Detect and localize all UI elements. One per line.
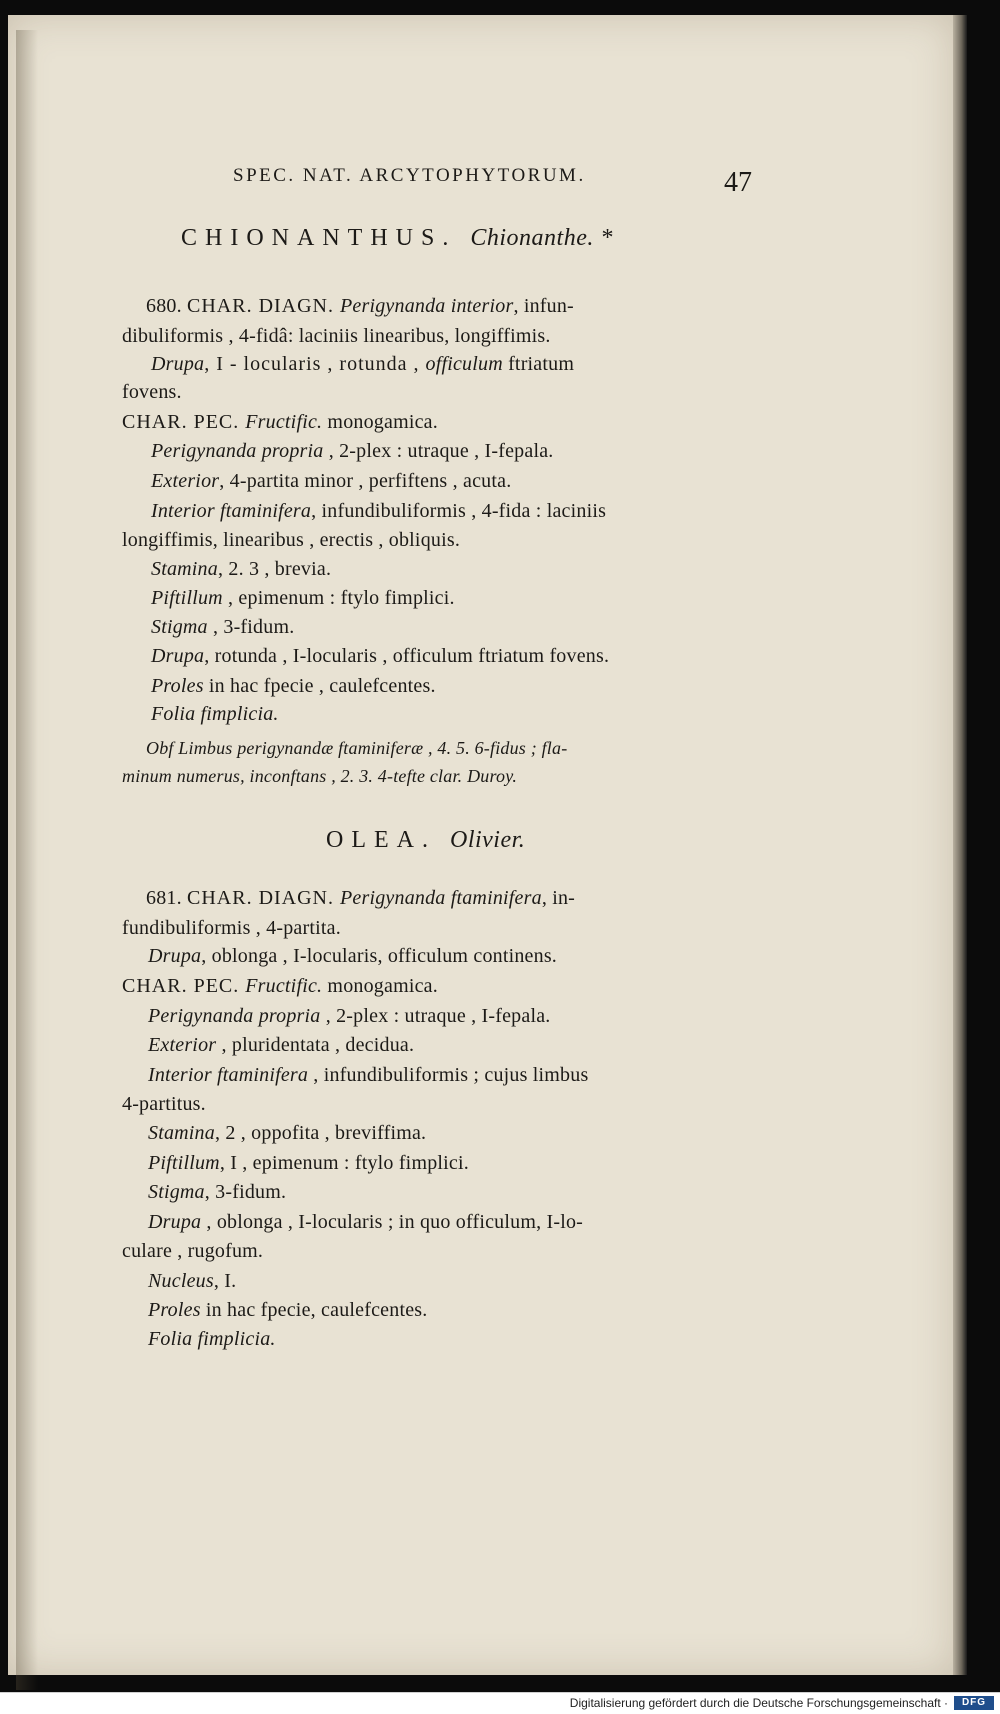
text-line (122, 917, 341, 940)
italic-term: Perigynanda interior (340, 295, 514, 317)
italic-term: Interior ftaminifera (148, 1064, 309, 1086)
text-segment: , 2 , oppofita , breviffima. (214, 1122, 427, 1144)
text-segment: CHAR. DIAGN. (187, 887, 340, 909)
italic-term: Piftillum (148, 1152, 220, 1174)
italic-term: Drupa (148, 945, 202, 967)
italic-term: Perigynanda propria (151, 440, 324, 462)
text-segment: 680. (146, 295, 187, 317)
italic-term: Proles (151, 675, 204, 697)
italic-term: Folia fimplicia. (148, 1328, 276, 1350)
text-line (148, 1181, 286, 1204)
italic-term: Piftillum (151, 587, 223, 609)
text-line (122, 325, 551, 348)
text-line (122, 381, 182, 404)
page-number: 47 (724, 167, 752, 198)
text-line (148, 1152, 469, 1175)
text-segment: CHAR. DIAGN. (187, 295, 340, 317)
text-line (151, 440, 554, 463)
italic-term: Fructific. (245, 975, 323, 997)
observation-line: minum numerus, inconftans , 2. 3. 4-tefte clar. Duroy. (122, 766, 518, 786)
text-line (148, 1034, 414, 1057)
italic-term: Stamina (148, 1122, 215, 1144)
footer-bar (0, 1692, 1000, 1714)
genus-name: CHIONANTHUS. (181, 225, 457, 251)
genus-heading-chionanthus (181, 225, 613, 252)
text-segment: , I. (213, 1270, 237, 1292)
text-segment: CHAR. PEC. (122, 411, 246, 433)
dfg-logo: DFG (954, 1696, 994, 1710)
text-line (151, 470, 511, 493)
italic-term: Stigma (148, 1181, 205, 1203)
text-line (151, 645, 609, 668)
text-segment: , infundibuliformis , 4-fida : laciniis (311, 500, 607, 522)
italic-term: Exterior (148, 1034, 217, 1056)
text-segment: ftriatum (502, 353, 575, 375)
text-line (148, 945, 557, 968)
text-segment: , infundibuliformis ; cujus limbus (308, 1064, 589, 1086)
genus-vernacular: Olivier. (449, 827, 526, 853)
text-segment: , I - locularis , rotunda , (204, 353, 426, 375)
italic-term: Drupa (151, 645, 205, 667)
text-line (148, 1328, 276, 1351)
observation-line: Obf Limbus perigynandæ ftaminiferæ , 4. 5. 6-fidus ; fla- (146, 738, 568, 758)
text-line (151, 558, 331, 581)
text-line (146, 887, 575, 910)
text-line (151, 703, 279, 726)
text-segment: , 2-plex : utraque , I-fepala. (320, 1005, 551, 1027)
text-line (148, 1211, 583, 1234)
text-segment: culare , rugofum. (122, 1240, 264, 1262)
italic-term: Perigynanda ftaminifera (340, 887, 542, 909)
running-head: SPEC. NAT. ARCYTOPHYTORUM. (233, 165, 586, 186)
gutter-shadow (16, 30, 38, 1690)
text-segment: 681. (146, 887, 187, 909)
text-segment: , infun- (513, 295, 574, 317)
text-line (148, 1122, 426, 1145)
italic-term: Folia fimplicia. (151, 703, 279, 725)
text-line (122, 529, 460, 552)
text-line (122, 975, 438, 998)
genus-name: OLEA. (326, 827, 436, 853)
italic-term: Stamina (151, 558, 218, 580)
text-segment: , oblonga , I-locularis ; in quo officulum, I-lo- (201, 1211, 584, 1233)
text-line (146, 295, 574, 318)
italic-term: Exterior (151, 470, 220, 492)
italic-term: Drupa (148, 1211, 202, 1233)
italic-term: Nucleus (148, 1270, 214, 1292)
text-segment: , 3-fidum. (204, 1181, 287, 1203)
italic-term: Perigynanda propria (148, 1005, 321, 1027)
text-line (122, 411, 438, 434)
text-segment: , oblonga , I-locularis, officulum continens. (201, 945, 558, 967)
text-segment: , in- (541, 887, 576, 909)
text-segment: , epimenum : ftylo fimplici. (222, 587, 455, 609)
text-line (151, 587, 455, 610)
text-segment: in hac fpecie, caulefcentes. (200, 1299, 428, 1321)
text-segment: , rotunda , I-locularis , officulum ftriatum fovens. (204, 645, 610, 667)
italic-term: officulum (425, 353, 503, 375)
text-segment: , 2. 3 , brevia. (217, 558, 332, 580)
genus-vernacular: Chionanthe. * (470, 225, 613, 251)
text-segment: monogamica. (322, 411, 438, 433)
text-segment: , I , epimenum : ftylo fimplici. (219, 1152, 469, 1174)
text-line (151, 675, 436, 698)
text-segment: longiffimis, linearibus , erectis , obliquis. (122, 529, 461, 551)
italic-term: Stigma (151, 616, 208, 638)
text-segment: fundibuliformis , 4-partita. (122, 917, 341, 939)
text-line (122, 1240, 263, 1263)
book-page (8, 15, 953, 1675)
text-line (148, 1270, 236, 1293)
text-segment: fovens. (122, 381, 182, 403)
text-line (148, 1299, 427, 1322)
italic-term: Proles (148, 1299, 201, 1321)
text-segment: dibuliformis , 4-fidâ: laciniis linearibus, longiffimis. (122, 325, 551, 347)
text-segment: monogamica. (322, 975, 438, 997)
italic-term: Interior ftaminifera (151, 500, 312, 522)
italic-term: Drupa (151, 353, 205, 375)
text-segment: in hac fpecie , caulefcentes. (203, 675, 436, 697)
text-line (148, 1064, 588, 1087)
text-line (122, 1093, 206, 1116)
page-edge (953, 15, 967, 1675)
text-segment: , 3-fidum. (207, 616, 295, 638)
genus-heading-olea (326, 827, 525, 854)
text-line (151, 616, 294, 639)
text-line (151, 500, 606, 523)
text-line (151, 353, 574, 376)
text-segment: 4-partitus. (122, 1093, 206, 1115)
text-segment: , 2-plex : utraque , I-fepala. (323, 440, 554, 462)
text-segment: , 4-partita minor , perfiftens , acuta. (219, 470, 512, 492)
text-line (148, 1005, 551, 1028)
italic-term: Fructific. (245, 411, 323, 433)
text-segment: CHAR. PEC. (122, 975, 246, 997)
text-segment: , pluridentata , decidua. (216, 1034, 415, 1056)
funding-credit: Digitalisierung gefördert durch die Deutsche Forschungsgemeinschaft · (569, 1696, 948, 1710)
